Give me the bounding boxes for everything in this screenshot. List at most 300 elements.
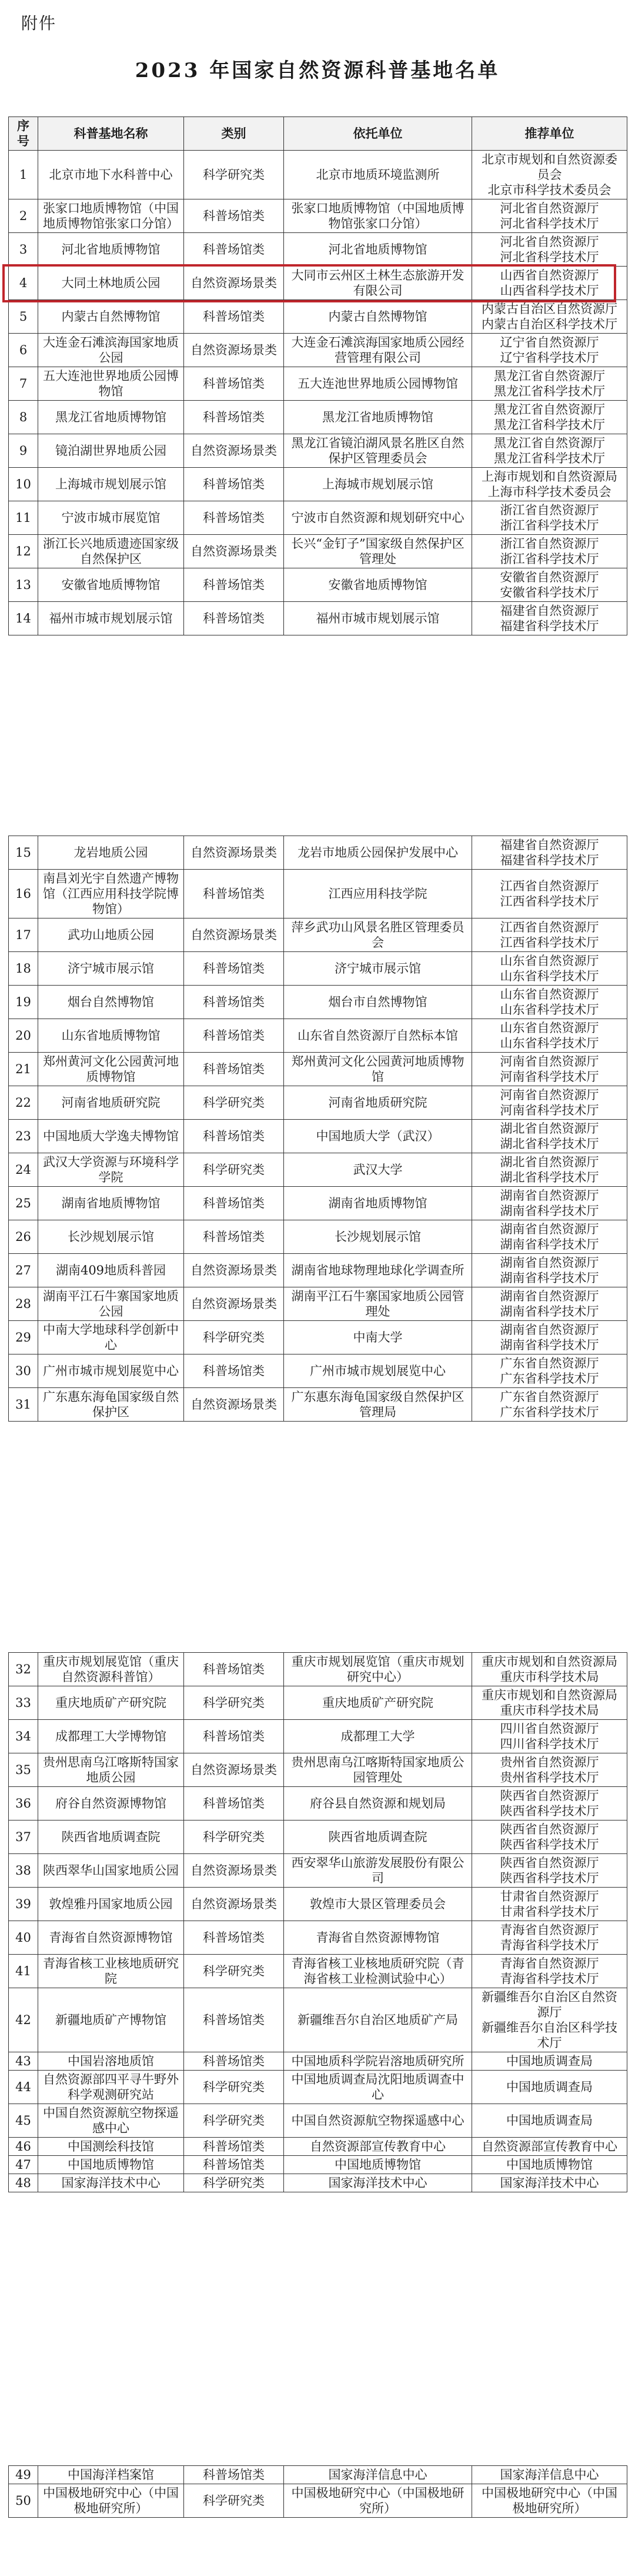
cell-line: 浙江省自然资源厅 <box>500 503 599 517</box>
cell-recommending-unit <box>472 1653 627 1686</box>
cell-line: 山东省科学技术厅 <box>500 1036 599 1050</box>
cell-line: 陕西省地质调查院 <box>61 1830 161 1844</box>
table-header-row <box>9 117 627 151</box>
table-row <box>9 602 627 635</box>
cell-name <box>38 1153 184 1187</box>
table-row <box>9 1955 627 1988</box>
cell-name <box>38 2104 184 2138</box>
cell-index <box>9 2466 38 2484</box>
cell-host-unit <box>284 918 472 952</box>
cell-line: 自然资源场景类 <box>190 444 277 458</box>
cell-line: 武汉大学 <box>353 1163 403 1177</box>
cell-line: 青海省科学技术厅 <box>500 1938 599 1952</box>
cell-line: 自然资源部宣传教育中心 <box>310 2139 446 2154</box>
cell-line: 科普场馆类 <box>203 1230 265 1244</box>
cell-line: 广州市城市规划展览中心 <box>310 1364 446 1378</box>
cell-category <box>184 1086 284 1120</box>
table-row <box>9 199 627 233</box>
cell-line: 自然资源场景类 <box>190 1397 277 1412</box>
cell-line: 江西省自然资源厅 <box>500 879 599 893</box>
cell-line: 新疆维吾尔自治区科学技术厅 <box>482 2021 617 2050</box>
cell-index <box>9 2174 38 2192</box>
cell-recommending-unit <box>472 2104 627 2138</box>
cell-line: 中国岩溶地质馆 <box>68 2054 154 2068</box>
cell-line: 上海城市规划展示馆 <box>322 477 433 491</box>
cell-host-unit <box>284 501 472 535</box>
cell-name <box>38 434 184 468</box>
cell-host-unit <box>284 1686 472 1720</box>
cell-index <box>9 1153 38 1187</box>
cell-recommending-unit <box>472 2052 627 2071</box>
cell-line: 黑龙江省科学技术厅 <box>494 451 605 465</box>
cell-line: 贵州思南乌江喀斯特国家地质公园 <box>43 1755 179 1785</box>
cell-line: 科普场馆类 <box>203 2054 265 2068</box>
cell-recommending-unit <box>472 1287 627 1321</box>
cell-category <box>184 199 284 233</box>
cell-line: 北京市地质环境监测所 <box>316 168 440 182</box>
cell-line: 武汉大学资源与环境科学学院 <box>43 1155 179 1184</box>
cell-line: 16 <box>15 887 31 901</box>
cell-host-unit <box>284 1753 472 1787</box>
cell-line: 浙江长兴地质遗迹国家级自然保护区 <box>43 537 179 566</box>
cell-host-unit <box>284 367 472 401</box>
cell-recommending-unit <box>472 401 627 434</box>
cell-line: 青海省自然资源厅 <box>500 1923 599 1937</box>
table-row <box>9 2052 627 2071</box>
table-row <box>9 1187 627 1220</box>
cell-line: 河南省地质研究院 <box>328 1096 427 1110</box>
cell-recommending-unit <box>472 1753 627 1787</box>
cell-index <box>9 300 38 334</box>
cell-index <box>9 2104 38 2138</box>
cell-recommending-unit <box>472 367 627 401</box>
table-row <box>9 836 627 870</box>
cell-line: 大同市云州区土林生态旅游开发有限公司 <box>291 268 464 298</box>
cell-line: 广东省科学技术厅 <box>500 1405 599 1419</box>
table-sheet-1 <box>8 117 627 635</box>
cell-category <box>184 2104 284 2138</box>
cell-line: 中国自然资源航空物探遥感中心 <box>43 2106 179 2135</box>
cell-category <box>184 501 284 535</box>
document-title: 2023 年国家自然资源科普基地名单 <box>135 59 500 82</box>
cell-host-unit <box>284 1787 472 1820</box>
cell-name <box>38 1254 184 1287</box>
cell-line: 国家海洋信息中心 <box>328 2468 427 2482</box>
cell-category <box>184 2071 284 2104</box>
cell-host-unit <box>284 334 472 367</box>
cell-category <box>184 1254 284 1287</box>
cell-category <box>184 1753 284 1787</box>
cell-name <box>38 2052 184 2071</box>
cell-line: 44 <box>15 2080 31 2094</box>
cell-index <box>9 1753 38 1787</box>
cell-line: 江西省科学技术厅 <box>500 894 599 908</box>
cell-line: 科普场馆类 <box>203 1062 265 1076</box>
cell-line: 5 <box>19 309 28 324</box>
cell-line: 13 <box>15 578 31 592</box>
cell-line: 安徽省地质博物馆 <box>61 578 161 592</box>
cell-line: 40 <box>15 1931 31 1945</box>
cell-name <box>38 602 184 635</box>
cell-line: 19 <box>15 995 31 1009</box>
cell-name <box>38 2484 184 2518</box>
cell-host-unit <box>284 836 472 870</box>
cell-line: 科普场馆类 <box>203 209 265 223</box>
cell-line: 重庆市科学技术局 <box>500 1670 599 1684</box>
cell-line: 科学研究类 <box>203 2080 265 2094</box>
cell-line: 北京市规划和自然资源委员会 <box>482 152 617 182</box>
cell-line: 安徽省科学技术厅 <box>500 585 599 600</box>
cell-recommending-unit <box>472 267 627 300</box>
cell-line: 浙江省自然资源厅 <box>500 537 599 551</box>
cell-index <box>9 1653 38 1686</box>
header-host-unit: 依托单位 <box>284 117 472 151</box>
cell-line: 自然资源场景类 <box>190 276 277 290</box>
cell-line: 国家海洋技术中心 <box>328 2176 427 2190</box>
cell-category <box>184 1988 284 2052</box>
cell-recommending-unit <box>472 602 627 635</box>
cell-line: 江西应用科技学院 <box>328 887 427 901</box>
cell-line: 长沙规划展示馆 <box>335 1230 421 1244</box>
cell-category <box>184 1686 284 1720</box>
cell-line: 新疆地质矿产博物馆 <box>55 2013 166 2027</box>
cell-category <box>184 300 284 334</box>
cell-line: 中南大学地球科学创新中心 <box>43 1323 179 1352</box>
cell-host-unit <box>284 535 472 568</box>
cell-line: 重庆市规划展览馆（重庆市规划研究中心） <box>291 1655 464 1684</box>
cell-index <box>9 836 38 870</box>
cell-host-unit <box>284 401 472 434</box>
cell-line: 河北省科学技术厅 <box>500 217 599 231</box>
header-recommending-unit: 推荐单位 <box>472 117 627 151</box>
cell-line: 科普场馆类 <box>203 1796 265 1810</box>
cell-host-unit <box>284 1321 472 1354</box>
cell-name <box>38 367 184 401</box>
cell-line: 科普场馆类 <box>203 578 265 592</box>
cell-line: 河南省自然资源厅 <box>500 1088 599 1102</box>
cell-name <box>38 1354 184 1388</box>
header-index: 序号 <box>9 117 38 151</box>
cell-name <box>38 2466 184 2484</box>
cell-line: 黑龙江省地质博物馆 <box>322 410 433 424</box>
cell-line: 黑龙江省科学技术厅 <box>494 384 605 398</box>
cell-host-unit <box>284 1988 472 2052</box>
cell-name <box>38 1053 184 1086</box>
cell-index <box>9 151 38 199</box>
cell-index <box>9 1321 38 1354</box>
table-row <box>9 2138 627 2156</box>
table-body-2 <box>9 836 627 1422</box>
cell-line: 14 <box>15 611 31 625</box>
cell-line: 山东省地质博物馆 <box>61 1029 161 1043</box>
cell-line: 湖北省科学技术厅 <box>500 1137 599 1151</box>
cell-line: 50 <box>15 2494 31 2508</box>
table-row <box>9 1686 627 1720</box>
cell-line: 武功山地质公园 <box>68 928 154 942</box>
cell-line: 河北省科学技术厅 <box>500 250 599 264</box>
cell-line: 自然资源场景类 <box>190 1763 277 1777</box>
cell-line: 自然资源场景类 <box>190 928 277 942</box>
cell-line: 24 <box>15 1163 31 1177</box>
cell-line: 科普场馆类 <box>203 2468 265 2482</box>
cell-recommending-unit <box>472 2466 627 2484</box>
cell-index <box>9 1955 38 1988</box>
cell-line: 科学研究类 <box>203 1964 265 1978</box>
cell-host-unit <box>284 602 472 635</box>
table-row <box>9 1988 627 2052</box>
list-table <box>8 2465 627 2518</box>
table-row <box>9 986 627 1019</box>
cell-recommending-unit <box>472 1053 627 1086</box>
table-row <box>9 468 627 501</box>
cell-recommending-unit <box>472 1153 627 1187</box>
cell-line: 辽宁省科学技术厅 <box>500 351 599 365</box>
cell-name <box>38 401 184 434</box>
cell-line: 自然资源场景类 <box>190 1297 277 1311</box>
cell-category <box>184 267 284 300</box>
cell-index <box>9 2484 38 2518</box>
cell-line: 北京市科学技术委员会 <box>487 183 611 197</box>
cell-recommending-unit <box>472 300 627 334</box>
cell-category <box>184 1653 284 1686</box>
cell-line: 中国地质大学逸夫博物馆 <box>43 1129 179 1143</box>
cell-name <box>38 468 184 501</box>
cell-name <box>38 2071 184 2104</box>
cell-name <box>38 1086 184 1120</box>
cell-category <box>184 535 284 568</box>
cell-line: 46 <box>15 2139 31 2154</box>
cell-line: 辽宁省自然资源厅 <box>500 335 599 350</box>
table-row <box>9 1287 627 1321</box>
cell-line: 6 <box>19 343 28 357</box>
cell-line: 国家海洋信息中心 <box>500 2468 599 2482</box>
table-body-1 <box>9 151 627 635</box>
cell-line: 26 <box>15 1230 31 1244</box>
cell-category <box>184 1354 284 1388</box>
cell-recommending-unit <box>472 1388 627 1422</box>
cell-line: 新疆维吾尔自治区地质矿产局 <box>298 2013 458 2027</box>
cell-host-unit <box>284 870 472 918</box>
cell-line: 重庆市规划展览馆（重庆自然资源科普馆） <box>43 1655 179 1684</box>
cell-recommending-unit <box>472 1019 627 1053</box>
cell-line: 湖北省自然资源厅 <box>500 1121 599 1136</box>
cell-line: 自然资源部四平寻牛野外科学观测研究站 <box>43 2072 179 2102</box>
cell-line: 陕西省自然资源厅 <box>500 1822 599 1836</box>
cell-recommending-unit <box>472 1955 627 1988</box>
cell-category <box>184 1120 284 1153</box>
cell-line: 湖南省科学技术厅 <box>500 1338 599 1352</box>
cell-line: 1 <box>19 168 28 182</box>
cell-line: 科普场馆类 <box>203 242 265 257</box>
cell-line: 49 <box>15 2468 31 2482</box>
cell-line: 中南大学 <box>353 1330 403 1344</box>
cell-name <box>38 199 184 233</box>
cell-category <box>184 434 284 468</box>
cell-line: 科普场馆类 <box>203 1129 265 1143</box>
cell-line: 陕西省科学技术厅 <box>500 1871 599 1885</box>
table-row <box>9 1354 627 1388</box>
cell-recommending-unit <box>472 1854 627 1888</box>
cell-host-unit <box>284 233 472 267</box>
cell-index <box>9 1854 38 1888</box>
table-sheet-4 <box>8 2465 627 2518</box>
cell-category <box>184 401 284 434</box>
cell-line: 长兴“金钉子”国家级自然保护区管理处 <box>291 537 464 566</box>
cell-line: 萍乡武功山风景名胜区管理委员会 <box>291 920 464 950</box>
cell-line: 镜泊湖世界地质公园 <box>55 444 166 458</box>
cell-line: 张家口地质博物馆（中国地质博物馆张家口分馆） <box>291 201 464 231</box>
cell-host-unit <box>284 2466 472 2484</box>
cell-name <box>38 1388 184 1422</box>
cell-host-unit <box>284 2052 472 2071</box>
cell-host-unit <box>284 568 472 602</box>
cell-line: 湖南省科学技术厅 <box>500 1237 599 1252</box>
cell-category <box>184 1854 284 1888</box>
cell-line: 国家海洋技术中心 <box>61 2176 161 2190</box>
cell-line: 科学研究类 <box>203 1330 265 1344</box>
cell-category <box>184 2052 284 2071</box>
cell-recommending-unit <box>472 1720 627 1753</box>
table-row <box>9 151 627 199</box>
cell-line: 湖南省地球物理地球化学调查所 <box>291 1263 464 1277</box>
cell-category <box>184 918 284 952</box>
cell-line: 内蒙古自治区自然资源厅 <box>482 302 617 316</box>
cell-host-unit <box>284 1019 472 1053</box>
cell-index <box>9 1187 38 1220</box>
cell-name <box>38 2138 184 2156</box>
table-row <box>9 1086 627 1120</box>
cell-name <box>38 1120 184 1153</box>
table-row <box>9 535 627 568</box>
cell-line: 科普场馆类 <box>203 961 265 976</box>
table-row <box>9 1053 627 1086</box>
cell-line: 科普场馆类 <box>203 2013 265 2027</box>
cell-name <box>38 1888 184 1921</box>
cell-line: 中国极地研究中心（中国极地研究所） <box>43 2486 179 2515</box>
cell-recommending-unit <box>472 2484 627 2518</box>
cell-recommending-unit <box>472 2138 627 2156</box>
cell-line: 青海省核工业核地质研究院（青海省核工业检测试验中心） <box>291 1956 464 1986</box>
cell-line: 福建省科学技术厅 <box>500 619 599 633</box>
cell-line: 黑龙江省镜泊湖风景名胜区自然保护区管理委员会 <box>291 436 464 465</box>
cell-line: 河北省地质博物馆 <box>328 242 427 257</box>
cell-host-unit <box>284 1187 472 1220</box>
cell-category <box>184 2466 284 2484</box>
cell-index <box>9 602 38 635</box>
table-row <box>9 1388 627 1422</box>
cell-line: 科普场馆类 <box>203 1196 265 1210</box>
cell-line: 山东省自然资源厅 <box>500 1021 599 1035</box>
cell-index <box>9 1787 38 1820</box>
cell-recommending-unit <box>472 918 627 952</box>
cell-line: 陕西省科学技术厅 <box>500 1838 599 1852</box>
cell-category <box>184 2156 284 2174</box>
cell-recommending-unit <box>472 434 627 468</box>
cell-line: 上海市规划和自然资源局 <box>482 470 617 484</box>
cell-line: 山东省科学技术厅 <box>500 969 599 983</box>
cell-line: 湖南省地质博物馆 <box>328 1196 427 1210</box>
table-row <box>9 1653 627 1686</box>
cell-line: 陕西翠华山国家地质公园 <box>43 1863 179 1878</box>
cell-host-unit <box>284 1720 472 1753</box>
cell-host-unit <box>284 300 472 334</box>
table-sheet-3 <box>8 1652 627 2192</box>
cell-line: 中国极地研究中心（中国极地研究所） <box>291 2486 464 2515</box>
table-row <box>9 1120 627 1153</box>
cell-line: 广东惠东海龟国家级自然保护区管理局 <box>291 1390 464 1419</box>
table-row <box>9 1720 627 1753</box>
cell-line: 29 <box>15 1330 31 1344</box>
list-table <box>8 117 627 635</box>
cell-line: 自然资源场景类 <box>190 544 277 558</box>
table-row <box>9 2156 627 2174</box>
cell-recommending-unit <box>472 1254 627 1287</box>
cell-line: 贵州省自然资源厅 <box>500 1755 599 1769</box>
cell-line: 22 <box>15 1096 31 1110</box>
cell-recommending-unit <box>472 1921 627 1955</box>
cell-line: 贵州思南乌江喀斯特国家地质公园管理处 <box>291 1755 464 1785</box>
cell-host-unit <box>284 1354 472 1388</box>
cell-index <box>9 2052 38 2071</box>
cell-line: 中国地质调查局沈阳地质调查中心 <box>291 2072 464 2102</box>
cell-line: 浙江省科学技术厅 <box>500 518 599 532</box>
cell-category <box>184 1321 284 1354</box>
cell-line: 科普场馆类 <box>203 309 265 324</box>
table-row <box>9 1321 627 1354</box>
cell-host-unit <box>284 151 472 199</box>
table-sheet-2 <box>8 836 627 1422</box>
cell-line: 济宁城市展示馆 <box>68 961 154 976</box>
cell-line: 成都理工大学博物馆 <box>55 1729 166 1743</box>
cell-name <box>38 1955 184 1988</box>
cell-line: 科普场馆类 <box>203 1931 265 1945</box>
cell-name <box>38 535 184 568</box>
cell-recommending-unit <box>472 151 627 199</box>
cell-line: 山东省自然资源厅 <box>500 987 599 1001</box>
cell-line: 自然资源场景类 <box>190 1863 277 1878</box>
cell-line: 青海省自然资源博物馆 <box>316 1931 440 1945</box>
cell-line: 科普场馆类 <box>203 2158 265 2172</box>
list-table <box>8 836 627 1422</box>
cell-line: 28 <box>15 1297 31 1311</box>
cell-name <box>38 2156 184 2174</box>
cell-line: 37 <box>15 1830 31 1844</box>
table-row <box>9 2484 627 2518</box>
table-row <box>9 1820 627 1854</box>
cell-index <box>9 199 38 233</box>
cell-category <box>184 1053 284 1086</box>
cell-line: 长沙规划展示馆 <box>68 1230 154 1244</box>
cell-line: 10 <box>15 477 31 491</box>
cell-category <box>184 1388 284 1422</box>
cell-recommending-unit <box>472 1888 627 1921</box>
cell-host-unit <box>284 1254 472 1287</box>
cell-name <box>38 1686 184 1720</box>
cell-line: 北京市地下水科普中心 <box>49 168 173 182</box>
cell-recommending-unit <box>472 1988 627 2052</box>
cell-name <box>38 1753 184 1787</box>
cell-line: 湖南409地质科普园 <box>55 1263 166 1277</box>
cell-index <box>9 1388 38 1422</box>
cell-recommending-unit <box>472 468 627 501</box>
cell-recommending-unit <box>472 870 627 918</box>
cell-line: 大连金石滩滨海国家地质公园经营管理有限公司 <box>291 335 464 365</box>
cell-index <box>9 468 38 501</box>
cell-line: 33 <box>15 1696 31 1710</box>
cell-line: 科学研究类 <box>203 1830 265 1844</box>
cell-line: 龙岩地质公园 <box>73 846 148 860</box>
cell-line: 科普场馆类 <box>203 611 265 625</box>
